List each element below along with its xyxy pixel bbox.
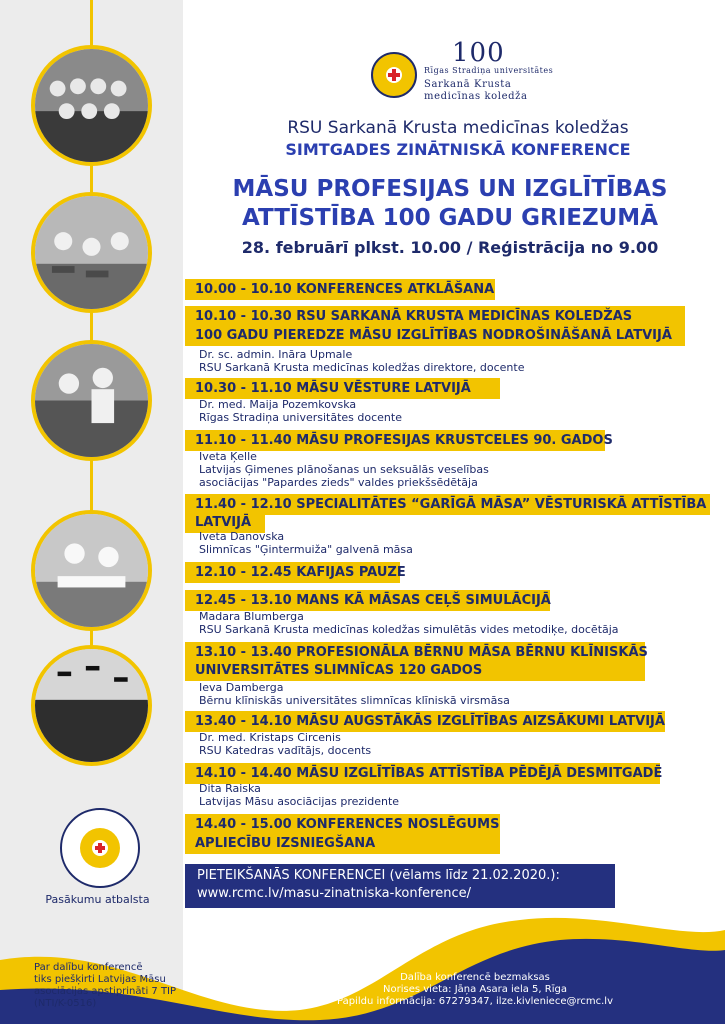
- speaker-role: RSU Sarkanā Krusta medicīnas koledžas direktore, docente: [199, 361, 525, 374]
- program-item-title: LATVIJĀ: [185, 512, 265, 533]
- college-name-line1: Sarkanā Krusta: [424, 79, 512, 90]
- college-emblem-icon: [371, 52, 417, 98]
- program-item-title: 11.10 - 11.40 MĀSU PROFESIJAS KRUSTCELES 90. GADOS: [185, 430, 605, 451]
- speaker-name: Madara Blumberga: [199, 610, 304, 623]
- university-name: Rīgas Stradiņa universitātes: [424, 66, 554, 75]
- speaker-name: Dita Raiska: [199, 782, 261, 795]
- speaker-role: asociācijas "Papardes zieds" valdes priekšsēdētāja: [199, 476, 478, 489]
- historic-photo-nurses-group: [31, 45, 152, 166]
- info-line: Papildu informācija: 67279347, ilze.kivleniece@rcmc.lv: [336, 996, 613, 1007]
- speaker-role: RSU Sarkanā Krusta medicīnas koledžas simulētās vides metodiķe, docētāja: [199, 623, 619, 636]
- program-item-title: 100 GADU PIEREDZE MĀSU IZGLĪTĪBAS NODROŠINĀŠANĀ LATVIJĀ: [185, 325, 685, 346]
- info-line: Dalība konferencē bezmaksas: [400, 972, 550, 983]
- program-item-title: 13.10 - 13.40 PROFESIONĀLA BĒRNU MĀSA BĒRNU KLĪNISKĀS: [185, 642, 645, 663]
- historic-photo-classroom: [31, 192, 152, 313]
- speaker-name: Dr. med. Maija Pozemkovska: [199, 398, 357, 411]
- speaker-role: RSU Katedras vadītājs, docents: [199, 744, 372, 757]
- anniversary-100-logo: 100: [452, 38, 505, 68]
- speaker-name: Dr. med. Kristaps Circenis: [199, 731, 341, 744]
- info-line: Norises vieta: Jāņa Asara iela 5, Rīga: [383, 984, 567, 995]
- historic-photo-surgery: [31, 510, 152, 631]
- tip-note-line: Par dalību konferencē: [34, 962, 143, 973]
- nurses-association-logo: [60, 808, 140, 888]
- program-item-title: 14.40 - 15.00 KONFERENCES NOSLĒGUMS: [185, 814, 500, 835]
- event-info: [300, 972, 650, 1008]
- association-emblem-icon: [80, 828, 120, 868]
- program-item-title: 12.10 - 12.45 KAFIJAS PAUZE: [185, 562, 400, 583]
- tip-note-line: (NTI/K-0516): [34, 998, 97, 1009]
- photo-graduation-image: [35, 649, 148, 762]
- main-title-line1: MĀSU PROFESIJAS UN IZGLĪTĪBAS: [232, 176, 668, 202]
- speaker-role: Slimnīcas "Ģintermuiža" galvenā māsa: [199, 543, 413, 556]
- college-name-line2: medicīnas koledža: [424, 91, 528, 102]
- photo-classroom-image: [35, 196, 148, 309]
- speaker-role: Latvijas Māsu asociācijas prezidente: [199, 795, 400, 808]
- program-item-title: 10.10 - 10.30 RSU SARKANĀ KRUSTA MEDICĪNAS KOLEDŽAS: [185, 306, 685, 327]
- main-title-line2: ATTĪSTĪBA 100 GADU GRIEZUMĀ: [242, 205, 658, 231]
- registration-box: [185, 864, 615, 908]
- historic-photo-nurses-work: [31, 340, 152, 461]
- tip-note-line: tiks piešķirti Latvijas Māsu: [34, 974, 166, 985]
- speaker-name: Iveta Ķelle: [199, 450, 257, 463]
- red-cross-icon: [92, 840, 108, 856]
- program-item-title: 14.10 - 14.40 MĀSU IZGLĪTĪBAS ATTĪSTĪBA PĒDĒJĀ DESMITGADĒ: [185, 763, 660, 784]
- program-item-title: 10.00 - 10.10 KONFERENCES ATKLĀŠANA: [185, 279, 495, 300]
- photo-nurses-work-image: [35, 344, 148, 457]
- date-and-registration: 28. februārī plkst. 10.00 / Reģistrācija no 9.00: [241, 238, 659, 257]
- program-item-title: 13.40 - 14.10 MĀSU AUGSTĀKĀS IZGLĪTĪBAS AIZSĀKUMI LATVIJĀ: [185, 711, 665, 732]
- speaker-role: Bērnu klīniskās universitātes slimnīcas klīniskā virsmāsa: [199, 694, 510, 707]
- conference-heading: SIMTGADES ZINĀTNISKĀ KONFERENCE: [285, 140, 631, 159]
- photo-surgery-image: [35, 514, 148, 627]
- program-item-title: 11.40 - 12.10 SPECIALITĀTES “GARĪGĀ MĀSA” VĒSTURISKĀ ATTĪSTĪBA: [185, 494, 710, 515]
- program-item-title: 12.45 - 13.10 MANS KĀ MĀSAS CEĻŠ SIMULĀCIJĀ: [185, 590, 550, 611]
- support-label: Pasākumu atbalsta: [45, 893, 150, 906]
- speaker-name: Iveta Danovska: [199, 530, 285, 543]
- red-cross-icon: [386, 67, 402, 83]
- historic-photo-graduation: [31, 645, 152, 766]
- program-item-title: 10.30 - 11.10 MĀSU VĒSTURE LATVIJĀ: [185, 378, 500, 399]
- program-item-title: UNIVERSITĀTES SLIMNĪCAS 120 GADOS: [185, 660, 645, 681]
- speaker-name: Dr. sc. admin. Ināra Upmale: [199, 348, 353, 361]
- speaker-name: Ieva Damberga: [199, 681, 284, 694]
- program-item-title: APLIECĪBU IZSNIEGŠANA: [185, 833, 500, 854]
- registration-label: PIETEIKŠANĀS KONFERENCEI (vēlams līdz 21.02.2020.):: [197, 868, 560, 883]
- speaker-role: Latvijas Ģimenes plānošanas un seksuālās veselības: [199, 463, 489, 476]
- college-heading: RSU Sarkanā Krusta medicīnas koledžas: [287, 118, 629, 138]
- photo-nurses-group-image: [35, 49, 148, 162]
- speaker-role: Rīgas Stradiņa universitātes docente: [199, 411, 402, 424]
- tip-note-line: asociācijas apstiprināti 7 TIP: [34, 986, 177, 997]
- tip-credits-note: [34, 962, 176, 1010]
- registration-link[interactable]: www.rcmc.lv/masu-zinatniska-konference/: [197, 886, 471, 901]
